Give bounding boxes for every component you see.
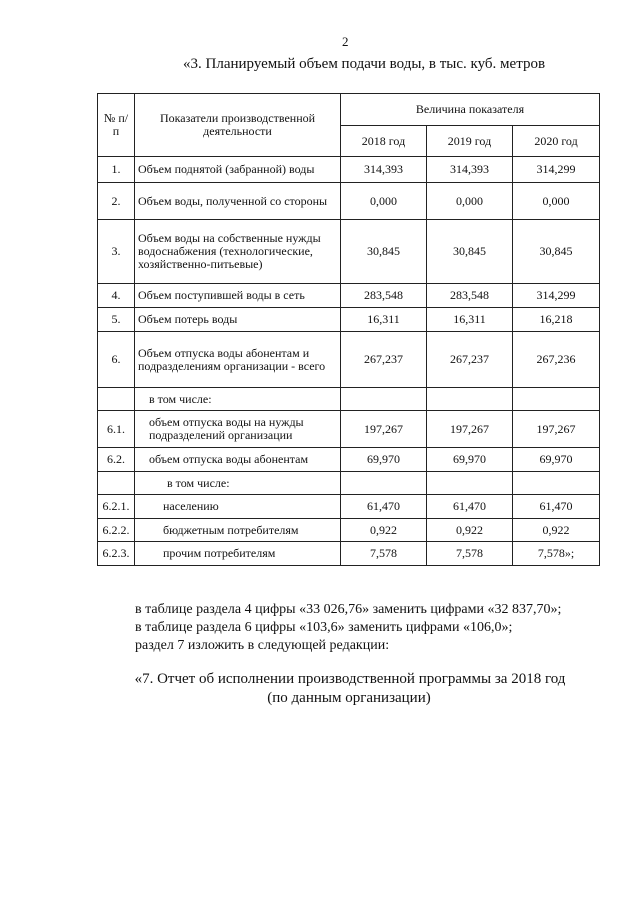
- row-number: 6.2.1.: [98, 495, 135, 519]
- row-number: [98, 472, 135, 495]
- row-indicator: в том числе:: [135, 472, 341, 495]
- row-indicator: Объем отпуска воды абонентам и подразделениям организации - всего: [135, 332, 341, 388]
- row-indicator: объем отпуска воды на нужды подразделений организации: [135, 411, 341, 448]
- value-2020: 197,267: [513, 411, 600, 448]
- header-year-2020: 2020 год: [513, 126, 600, 157]
- value-2018: [341, 388, 427, 411]
- table-row: [98, 542, 600, 566]
- value-2019: 0,000: [427, 183, 513, 220]
- row-number: 3.: [98, 220, 135, 284]
- header-number: № п/п: [98, 94, 135, 157]
- header-value-group: Величина показателя: [341, 94, 600, 126]
- table-row: [98, 332, 600, 388]
- value-2018: 30,845: [341, 220, 427, 284]
- row-number: 2.: [98, 183, 135, 220]
- value-2020: 16,218: [513, 308, 600, 332]
- table-row: [98, 411, 600, 448]
- value-2020: [513, 388, 600, 411]
- value-2020: 0,000: [513, 183, 600, 220]
- row-number: 5.: [98, 308, 135, 332]
- water-supply-table: [97, 93, 600, 566]
- row-number: [98, 388, 135, 411]
- value-2018: 0,922: [341, 519, 427, 542]
- row-indicator: бюджетным потребителям: [135, 519, 341, 542]
- row-number: 6.2.3.: [98, 542, 135, 566]
- value-2019: [427, 388, 513, 411]
- report-title-line: «7. Отчет об исполнении производственной программы за 2018 год: [134, 671, 566, 687]
- table-row: [98, 157, 600, 183]
- table-row: [98, 308, 600, 332]
- value-2020: 7,578»;: [513, 542, 600, 566]
- table-row: [98, 183, 600, 220]
- value-2020: 0,922: [513, 519, 600, 542]
- value-2020: 61,470: [513, 495, 600, 519]
- header-indicator: Показатели производственной деятельности: [135, 94, 341, 157]
- row-indicator: населению: [135, 495, 341, 519]
- amendment-line: раздел 7 изложить в следующей редакции:: [135, 638, 390, 653]
- row-indicator: Объем воды, полученной со стороны: [135, 183, 341, 220]
- value-2019: 69,970: [427, 448, 513, 472]
- row-indicator: Объем воды на собственные нужды водоснабжения (технологические, хозяйственно-питьевые): [135, 220, 341, 284]
- table-row: [98, 388, 600, 411]
- row-number: 6.2.2.: [98, 519, 135, 542]
- table-row: [98, 284, 600, 308]
- value-2019: 0,922: [427, 519, 513, 542]
- value-2018: 61,470: [341, 495, 427, 519]
- value-2020: [513, 472, 600, 495]
- value-2019: 267,237: [427, 332, 513, 388]
- value-2019: 283,548: [427, 284, 513, 308]
- section-title: «3. Планируемый объем подачи воды, в тыс. куб. метров: [183, 56, 546, 72]
- row-number: 1.: [98, 157, 135, 183]
- value-2020: 69,970: [513, 448, 600, 472]
- value-2019: 61,470: [427, 495, 513, 519]
- table-row: [98, 519, 600, 542]
- value-2019: 197,267: [427, 411, 513, 448]
- table-row: [98, 495, 600, 519]
- value-2019: 7,578: [427, 542, 513, 566]
- value-2018: 0,000: [341, 183, 427, 220]
- value-2018: 283,548: [341, 284, 427, 308]
- value-2018: 197,267: [341, 411, 427, 448]
- row-number: 6.: [98, 332, 135, 388]
- value-2019: [427, 472, 513, 495]
- table-row: [98, 220, 600, 284]
- row-number: 6.2.: [98, 448, 135, 472]
- value-2019: 16,311: [427, 308, 513, 332]
- row-indicator: Объем поступившей воды в сеть: [135, 284, 341, 308]
- row-indicator: объем отпуска воды абонентам: [135, 448, 341, 472]
- report-title: [0, 670, 640, 708]
- value-2019: 30,845: [427, 220, 513, 284]
- value-2020: 314,299: [513, 157, 600, 183]
- row-indicator: Объем потерь воды: [135, 308, 341, 332]
- value-2020: 314,299: [513, 284, 600, 308]
- value-2020: 267,236: [513, 332, 600, 388]
- value-2018: 267,237: [341, 332, 427, 388]
- table-row: [98, 448, 600, 472]
- value-2018: 7,578: [341, 542, 427, 566]
- value-2018: 16,311: [341, 308, 427, 332]
- header-year-2018: 2018 год: [341, 126, 427, 157]
- table-row: [98, 472, 600, 495]
- report-subtitle: (по данным организации): [267, 690, 431, 706]
- amendment-line: в таблице раздела 4 цифры «33 026,76» заменить цифрами «32 837,70»;: [135, 602, 562, 617]
- row-number: 4.: [98, 284, 135, 308]
- row-indicator: Объем поднятой (забранной) воды: [135, 157, 341, 183]
- amendment-list: [135, 601, 561, 655]
- header-year-2019: 2019 год: [427, 126, 513, 157]
- page-number: 2: [342, 34, 349, 49]
- row-number: 6.1.: [98, 411, 135, 448]
- value-2018: [341, 472, 427, 495]
- row-indicator: в том числе:: [135, 388, 341, 411]
- value-2019: 314,393: [427, 157, 513, 183]
- value-2020: 30,845: [513, 220, 600, 284]
- value-2018: 69,970: [341, 448, 427, 472]
- value-2018: 314,393: [341, 157, 427, 183]
- amendment-line: в таблице раздела 6 цифры «103,6» заменить цифрами «106,0»;: [135, 620, 513, 635]
- row-indicator: прочим потребителям: [135, 542, 341, 566]
